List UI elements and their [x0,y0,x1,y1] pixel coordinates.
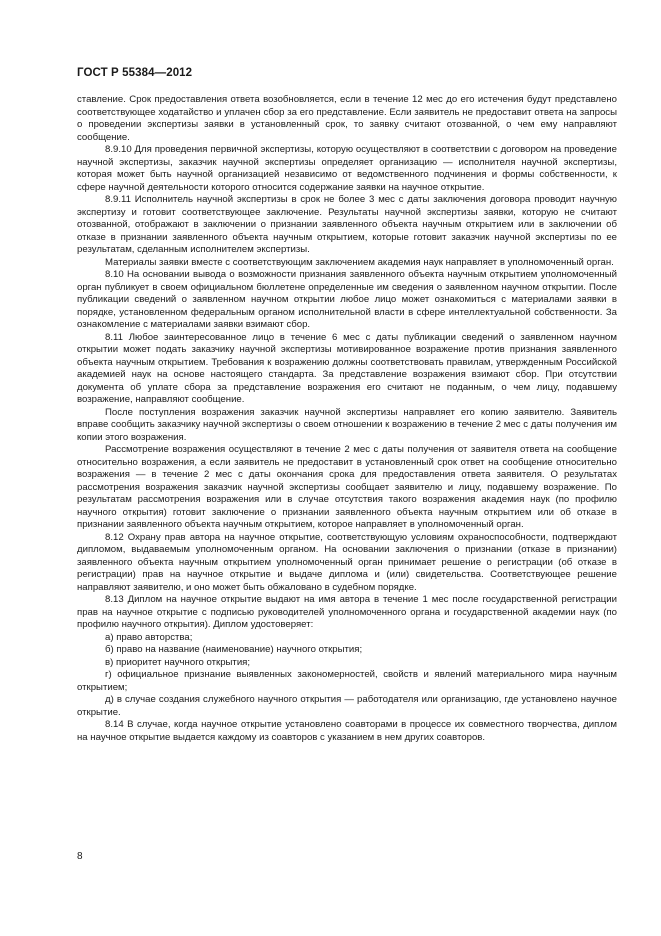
paragraph: 8.10 На основании вывода о возможности признания заявленного объекта научным открытием уполномоченный орган публикует в своем официальном бюллетене определенные им сведения о заявленном научном открытии. После публикации сведений о заявленном научном открытии любое лицо может ознакомиться с материалами заявки в порядке, установленном федеральным органом исполнительной власти в сфере интеллектуальной собственности. За ознакомление с материалами заявки взимают сбор. [77,269,617,330]
paragraph: После поступления возражения заказчик научной экспертизы направляет его копию заявителю. Заявитель вправе сообщить заказчику научной экспертизы о своем отношении к возражению в течение 2 мес с даты получения им копии этого возражения. [77,406,617,443]
list-item: д) в случае создания служебного научного открытия — работодателя или организацию, где установлено научное открытие. [77,694,617,718]
paragraph: 8.9.11 Исполнитель научной экспертизы в срок не более 3 мес с даты заключения договора проводит научную экспертизу и готовит соответствующее заключение. Результаты научной экспертизы заявки, которую не считают отозванной, отображают в заключении о признании заявленного объекта научным открытием или в заключении об отказе в признании заявленного объекта научным открытием, которые готовит заказчик научной экспертизы по ее результатам, сделанным исполнителем экспертизы. [77,194,617,255]
list-item: б) право на название (наименование) научного открытия; [105,644,363,655]
document-body [77,94,617,744]
paragraph: 8.12 Охрану прав автора на научное открытие, соответствующую условиям охраноспособности, подтверждают дипломом, выдаваемым уполномоченным органом. На основании заключения о признании (отказе в признании) заявленного объекта научным открытием уполномоченный орган принимает решение о регистрации (об отказе в регистрации) прав на научное открытие и выдаче диплома и (или) свидетельства. Соответствующее решение направляют заявителю, и оно может быть обжаловано в судебном порядке. [77,531,617,593]
paragraph: 8.11 Любое заинтересованное лицо в течение 6 мес с даты публикации сведений о заявленном научном открытии может подать заказчику научной экспертизы мотивированное возражение против признания заявленного объекта научным открытием. Требования к возражению должны соответствовать правилам, утвержденным Российской академией наук на основе настоящего стандарта. За представление возражения взимают сбор. При отсутствии документа об уплате сбора за представление возражения его считают не поданным, о чем лицу, подавшему возражение, направляют сообщение. [77,331,617,405]
paragraph: 8.9.10 Для проведения первичной экспертизы, которую осуществляют в соответствии с договором на проведение научной экспертизы, заказчик научной экспертизы определяет организацию — исполнителя научной экспертизы, которая может быть научной организацией независимо от ведомственного подчинения и формы собственности, к сфере научной деятельности которого относится содержание заявки на научное открытие. [77,144,617,193]
list-item: а) право авторства; [105,631,193,643]
list-item: г) официальное признание выявленных закономерностей, свойств и явлений материального мира научным открытием; [77,669,617,693]
paragraph: Рассмотрение возражения осуществляют в течение 2 мес с даты получения от заявителя ответа на сообщение относительно возражения, а если заявитель не предоставит в установленный срок ответ на сообщение относительно возражения — в течение 2 мес с даты окончания срока для предоставления ответа заявителя. О результатах рассмотрения возражения заказчик научной экспертизы сообщает заявителю и лицу, подавшему возражение. По результатам рассмотрения возражения или в случае отсутствия такого возражения академия наук (по профилю научного открытия) готовит заключение о признании заявленного объекта научным открытием или об отказе в признании заявленного объекта научным открытием, которое направляет в уполномоченный орган. [77,444,617,530]
page-number: 8 [77,851,83,862]
paragraph: 8.13 Диплом на научное открытие выдают на имя автора в течение 1 мес после государственной регистрации прав на научное открытие с подписью руководителей уполномоченного органа и государственной академии наук (по профилю научного открытия). Диплом удостоверяет: [77,594,617,630]
list-item: в) приоритет научного открытия; [105,656,251,668]
paragraph: Материалы заявки вместе с соответствующим заключением академия наук направляет в уполномоченный орган. [105,256,614,268]
paragraph: ставление. Срок предоставления ответа возобновляется, если в течение 12 мес до его истечения будут представлено соответствующее ходатайство и уплачен сбор за его представление. Если заявитель не предоставит ответа на запросы о проведении экспертизы заявки в установленный срок, то заявку считают отозванной, о чем ему направляют сообщение. [77,94,617,143]
paragraph: 8.14 В случае, когда научное открытие установлено соавторами в процессе их совместного творчества, диплом на научное открытие выдается каждому из соавторов с указанием в нем других соавторов. [77,719,617,743]
document-header: ГОСТ Р 55384—2012 [77,67,193,79]
